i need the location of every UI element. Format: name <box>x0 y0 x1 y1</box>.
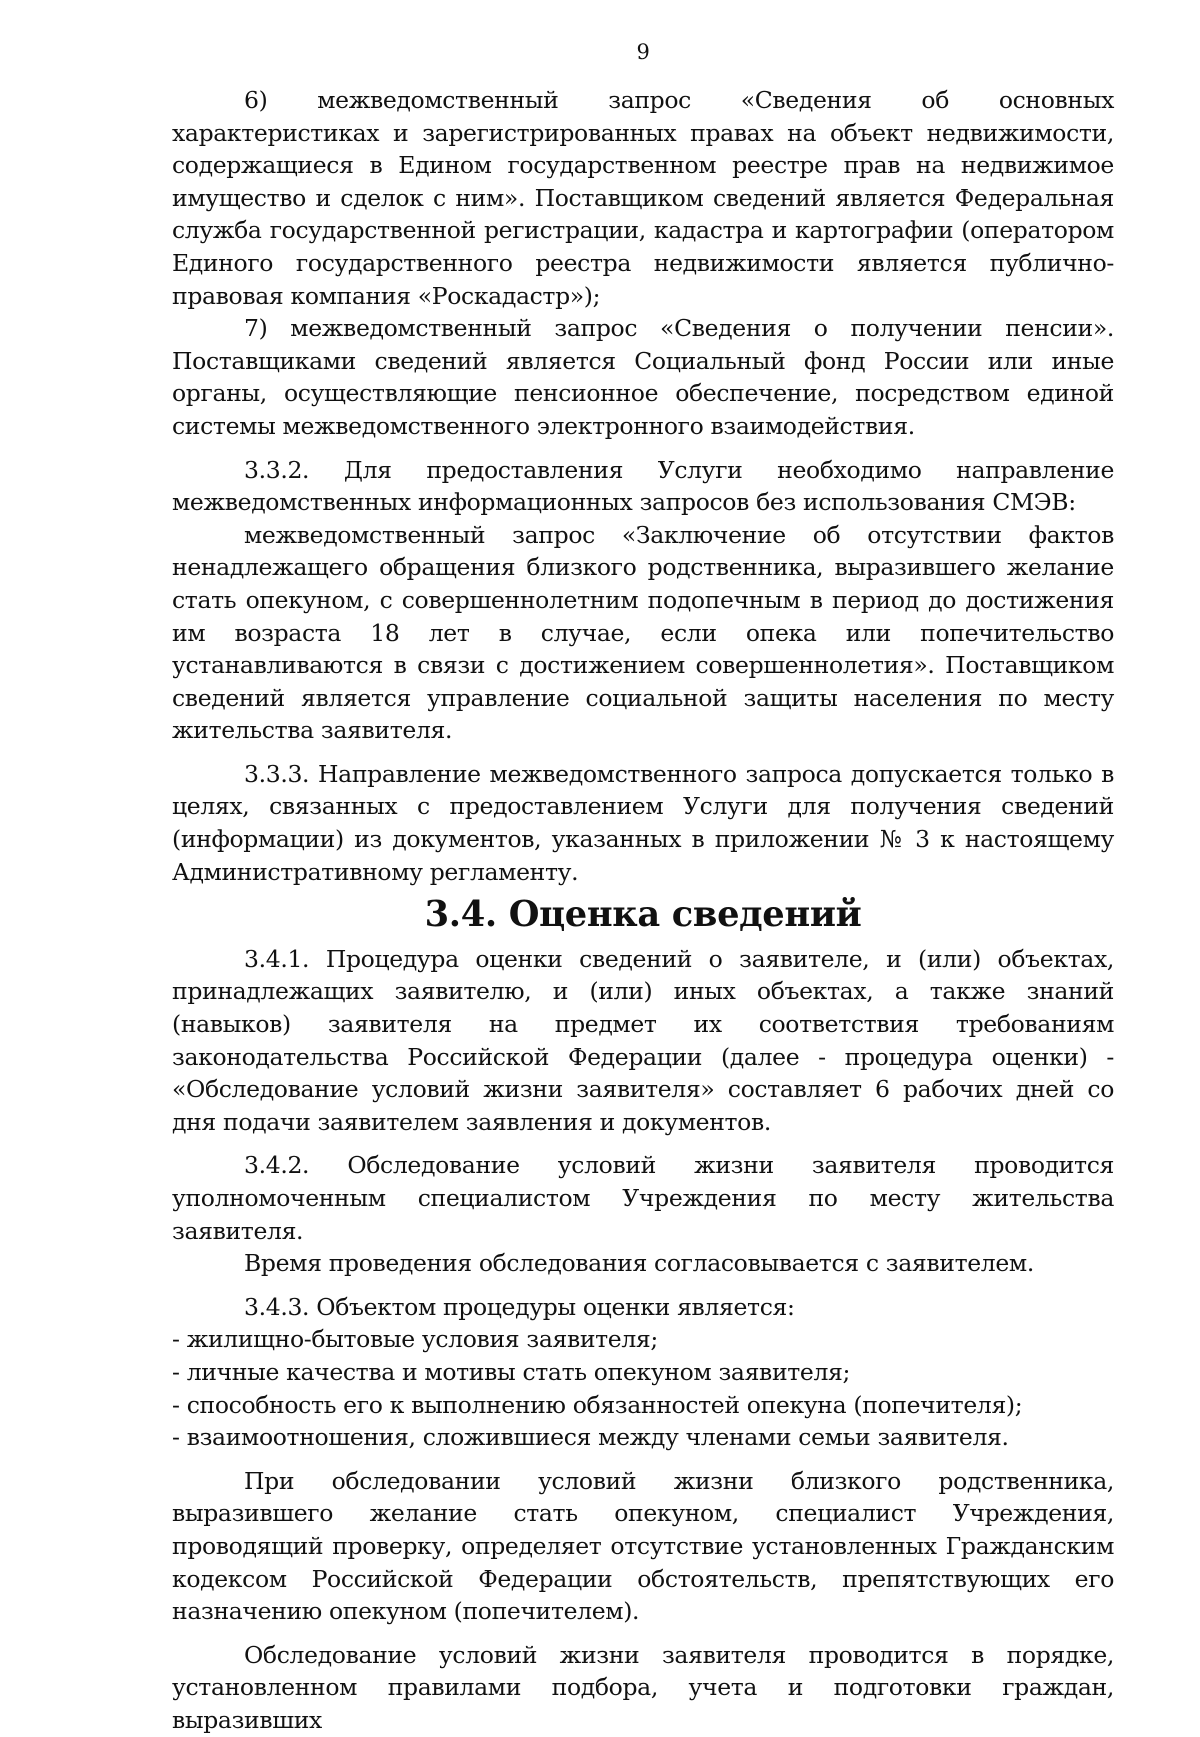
paragraph-3-3-2-request: межведомственный запрос «Заключение об отсутствии фактов ненадлежащего обращения близкого родственника, выразившего желание стать опекуном, с совершеннолетним подопечным в период до достижения им возраста 18 лет в случае, если опека или попечительство устанавливаются в связи с достижением совершеннолетия». Поставщиком сведений является управление социальной защиты населения по месту жительства заявителя. <box>172 520 1114 745</box>
paragraph-item-6: 6) межведомственный запрос «Сведения об основных характеристиках и зарегистрированных правах на объект недвижимости, содержащиеся в Едином государственном реестре прав на недвижимое имущество и сделок с ним». Поставщиком сведений является Федеральная служба государственной регистрации, кадастра и картографии (оператором Единого государственного реестра недвижимости является публично-правовая компания «Роскадастр»); <box>172 86 1114 310</box>
list-item: - способность его к выполнению обязанностей опекуна (попечителя); <box>172 1390 1023 1419</box>
paragraph-3-3-3: 3.3.3. Направление межведомственного запроса допускается только в целях, связанных с предоставлением Услуги для получения сведений (информации) из документов, указанных в приложении № 3 к настоящему Административному регламенту. <box>172 759 1114 886</box>
paragraph-3-4-2-time: Время проведения обследования согласовывается с заявителем. <box>244 1249 1034 1278</box>
paragraph-item-7: 7) межведомственный запрос «Сведения о получении пенсии». Поставщиками сведений является Социальный фонд России или иные органы, осуществляющие пенсионное обеспечение, посредством единой системы межведомственного электронного взаимодействия. <box>172 314 1114 440</box>
paragraph-inspection-procedure: Обследование условий жизни заявителя проводится в порядке, установленном правилами подбора, учета и подготовки граждан, выразивших <box>172 1640 1114 1734</box>
list-item: - личные качества и мотивы стать опекуном заявителя; <box>172 1357 851 1386</box>
paragraph-3-4-2: 3.4.2. Обследование условий жизни заявителя проводится уполномоченным специалистом Учреждения по месту жительства заявителя. <box>172 1151 1114 1245</box>
paragraph-3-3-2: 3.3.2. Для предоставления Услуги необходимо направление межведомственных информационных запросов без использования СМЭВ: <box>172 455 1114 517</box>
paragraph-relative-inspection: При обследовании условий жизни близкого родственника, выразившего желание стать опекуном, специалист Учреждения, проводящий проверку, определяет отсутствие установленных Гражданским кодексом Российской Федерации обстоятельств, препятствующих его назначению опекуном (попечителем). <box>172 1466 1114 1626</box>
list-item: - жилищно-бытовые условия заявителя; <box>172 1325 658 1354</box>
assessment-objects-list <box>172 1323 1114 1453</box>
section-heading-3-4: 3.4. Оценка сведений <box>424 894 862 936</box>
page-number: 9 <box>636 40 650 64</box>
document-page <box>172 36 1114 1737</box>
paragraph-3-4-1: 3.4.1. Процедура оценки сведений о заявителе, и (или) объектах, принадлежащих заявителю, и (или) иных объектах, а также знаний (навыков) заявителя на предмет их соответствия требованиям законодательства Российской Федерации (далее - процедура оценки) - «Обследование условий жизни заявителя» составляет 6 рабочих дней со дня подачи заявителем заявления и документов. <box>172 944 1114 1136</box>
list-item: - взаимоотношения, сложившиеся между членами семьи заявителя. <box>172 1423 1009 1452</box>
paragraph-3-4-3: 3.4.3. Объектом процедуры оценки является: <box>244 1292 795 1321</box>
